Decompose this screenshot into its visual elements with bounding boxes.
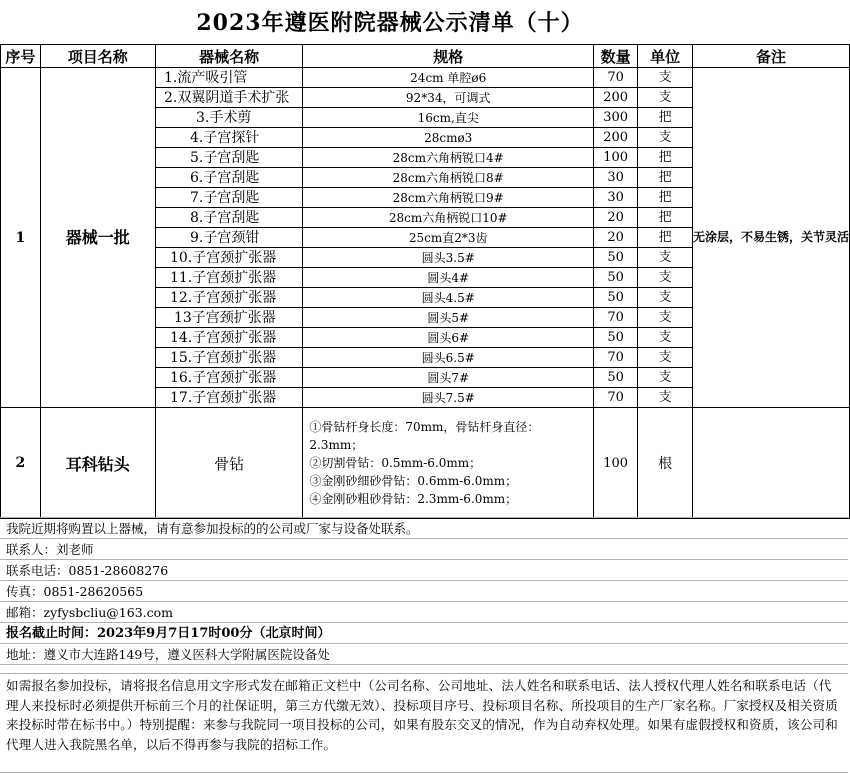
item-qty: 100 xyxy=(593,148,637,168)
group1-remark: 无涂层，不易生锈，关节灵活 xyxy=(692,68,849,408)
group2-unit: 根 xyxy=(638,408,693,519)
item-qty: 20 xyxy=(593,208,637,228)
item-unit: 支 xyxy=(638,388,693,408)
item-unit: 支 xyxy=(638,268,693,288)
item-qty: 70 xyxy=(593,68,637,88)
item-qty: 30 xyxy=(593,168,637,188)
item-name: 3.手术剪 xyxy=(155,108,302,128)
group2-instrument: 骨钻 xyxy=(155,408,302,519)
item-name: 1.流产吸引管 xyxy=(155,68,302,88)
header-project: 项目名称 xyxy=(40,45,155,68)
item-name: 17.子宫颈扩张器 xyxy=(155,388,302,408)
header-instrument: 器械名称 xyxy=(155,45,302,68)
item-unit: 支 xyxy=(638,328,693,348)
item-spec: 28cm六角柄锐口10# xyxy=(303,208,594,228)
group1-project: 器械一批 xyxy=(40,68,155,408)
header-remark: 备注 xyxy=(692,45,849,68)
item-unit: 支 xyxy=(638,68,693,88)
item-spec: 25cm直2*3齿 xyxy=(303,228,594,248)
group2-remark xyxy=(692,408,849,519)
item-unit: 支 xyxy=(638,348,693,368)
group2-qty: 100 xyxy=(593,408,637,519)
item-spec: 圆头6.5# xyxy=(303,348,594,368)
notes-phone: 联系电话：0851-28608276 xyxy=(0,560,848,581)
notes-email: 邮箱：zyfysbcliu@163.com xyxy=(0,602,848,623)
item-name: 2.双翼阴道手术扩张 xyxy=(155,88,302,108)
item-qty: 50 xyxy=(593,248,637,268)
item-spec: 圆头6# xyxy=(303,328,594,348)
item-unit: 支 xyxy=(638,288,693,308)
item-name: 12.子宫颈扩张器 xyxy=(155,288,302,308)
item-qty: 70 xyxy=(593,388,637,408)
item-unit: 支 xyxy=(638,308,693,328)
item-qty: 70 xyxy=(593,348,637,368)
item-spec: 28cm六角柄锐口8# xyxy=(303,168,594,188)
item-spec: 28cm六角柄锐口9# xyxy=(303,188,594,208)
item-name: 14.子宫颈扩张器 xyxy=(155,328,302,348)
item-spec: 圆头7.5# xyxy=(303,388,594,408)
page-title: 2023年遵医附院器械公示清单（十） xyxy=(196,10,584,36)
spec-line: ②切割骨钻：0.5mm-6.0mm； xyxy=(309,456,482,470)
item-unit: 支 xyxy=(638,88,693,108)
item-name: 10.子宫颈扩张器 xyxy=(155,248,302,268)
table-row xyxy=(1,408,850,519)
header-spec: 规格 xyxy=(303,45,594,68)
group2-spec xyxy=(303,408,594,519)
item-name: 15.子宫颈扩张器 xyxy=(155,348,302,368)
item-unit: 把 xyxy=(638,108,693,128)
item-name: 8.子宫刮匙 xyxy=(155,208,302,228)
item-name: 6.子宫刮匙 xyxy=(155,168,302,188)
notes-spacer xyxy=(0,665,848,674)
notes-intro: 我院近期将购置以上器械，请有意参加投标的的公司或厂家与设备处联系。 xyxy=(0,518,848,539)
table-row xyxy=(1,68,850,88)
header-qty: 数量 xyxy=(593,45,637,68)
item-qty: 30 xyxy=(593,188,637,208)
item-spec: 圆头7# xyxy=(303,368,594,388)
item-spec: 92*34，可调式 xyxy=(303,88,594,108)
group2-seq: 2 xyxy=(1,408,41,519)
item-spec: 28cmø3 xyxy=(303,128,594,148)
header-seq: 序号 xyxy=(1,45,41,68)
item-unit: 把 xyxy=(638,168,693,188)
item-name: 9.子宫颈钳 xyxy=(155,228,302,248)
item-unit: 支 xyxy=(638,128,693,148)
item-unit: 支 xyxy=(638,368,693,388)
item-spec: 16cm,直尖 xyxy=(303,108,594,128)
item-name: 11.子宫颈扩张器 xyxy=(155,268,302,288)
item-spec: 圆头3.5# xyxy=(303,248,594,268)
group2-project: 耳科钻头 xyxy=(40,408,155,519)
item-qty: 50 xyxy=(593,288,637,308)
item-unit: 支 xyxy=(638,248,693,268)
item-qty: 200 xyxy=(593,128,637,148)
item-spec: 24cm 单腔ø6 xyxy=(303,68,594,88)
item-spec: 圆头5# xyxy=(303,308,594,328)
item-spec: 圆头4.5# xyxy=(303,288,594,308)
item-qty: 200 xyxy=(593,88,637,108)
spec-line: ①骨钻杆身长度：70mm，骨钻杆身直径：2.3mm； xyxy=(309,420,540,452)
header-unit: 单位 xyxy=(638,45,693,68)
notes-fax: 传真：0851-28620565 xyxy=(0,581,848,602)
item-unit: 把 xyxy=(638,228,693,248)
notes-deadline: 报名截止时间：2023年9月7日17时00分（北京时间） xyxy=(0,623,848,644)
instrument-table xyxy=(0,44,850,519)
notes-instructions: 如需报名参加投标，请将报名信息用文字形式发在邮箱正文栏中（公司名称、公司地址、法人姓名和联系电话、法人授权代理人姓名和联系电话（代理人来投标时必须提供开标前三个月的社保证明，第三方代缴无效）、投标项目序号、投标项目名称、所投项目的生产厂家名称。厂家授权及相关资质来投标时带在标书中。）特别提醒：来参与我院同一项目投标的公司，如果有股东交叉的情况，作为自动弃权处理。如果有虚假授权和资质，该公司和代理人进入我院黑名单，以后不得再参与我院的招标工作。 xyxy=(0,674,848,773)
item-name: 5.子宫刮匙 xyxy=(155,148,302,168)
item-unit: 把 xyxy=(638,188,693,208)
item-name: 4.子宫探针 xyxy=(155,128,302,148)
item-qty: 50 xyxy=(593,328,637,348)
item-qty: 300 xyxy=(593,108,637,128)
item-unit: 把 xyxy=(638,148,693,168)
notes-section xyxy=(0,517,848,773)
item-name: 16.子宫颈扩张器 xyxy=(155,368,302,388)
notes-address: 地址：遵义市大连路149号，遵义医科大学附属医院设备处 xyxy=(0,644,848,665)
item-unit: 把 xyxy=(638,208,693,228)
notes-contact: 联系人：刘老师 xyxy=(0,539,848,560)
group1-seq: 1 xyxy=(1,68,41,408)
spec-line: ④金刚砂粗砂骨钻：2.3mm-6.0mm； xyxy=(309,492,518,506)
item-name: 7.子宫刮匙 xyxy=(155,188,302,208)
spec-line: ③金刚砂细砂骨钻：0.6mm-6.0mm； xyxy=(309,474,518,488)
item-name: 13子宫颈扩张器 xyxy=(155,308,302,328)
item-spec: 28cm六角柄锐口4# xyxy=(303,148,594,168)
item-qty: 20 xyxy=(593,228,637,248)
item-spec: 圆头4# xyxy=(303,268,594,288)
item-qty: 50 xyxy=(593,368,637,388)
table-header xyxy=(1,45,850,68)
item-qty: 50 xyxy=(593,268,637,288)
item-qty: 70 xyxy=(593,308,637,328)
